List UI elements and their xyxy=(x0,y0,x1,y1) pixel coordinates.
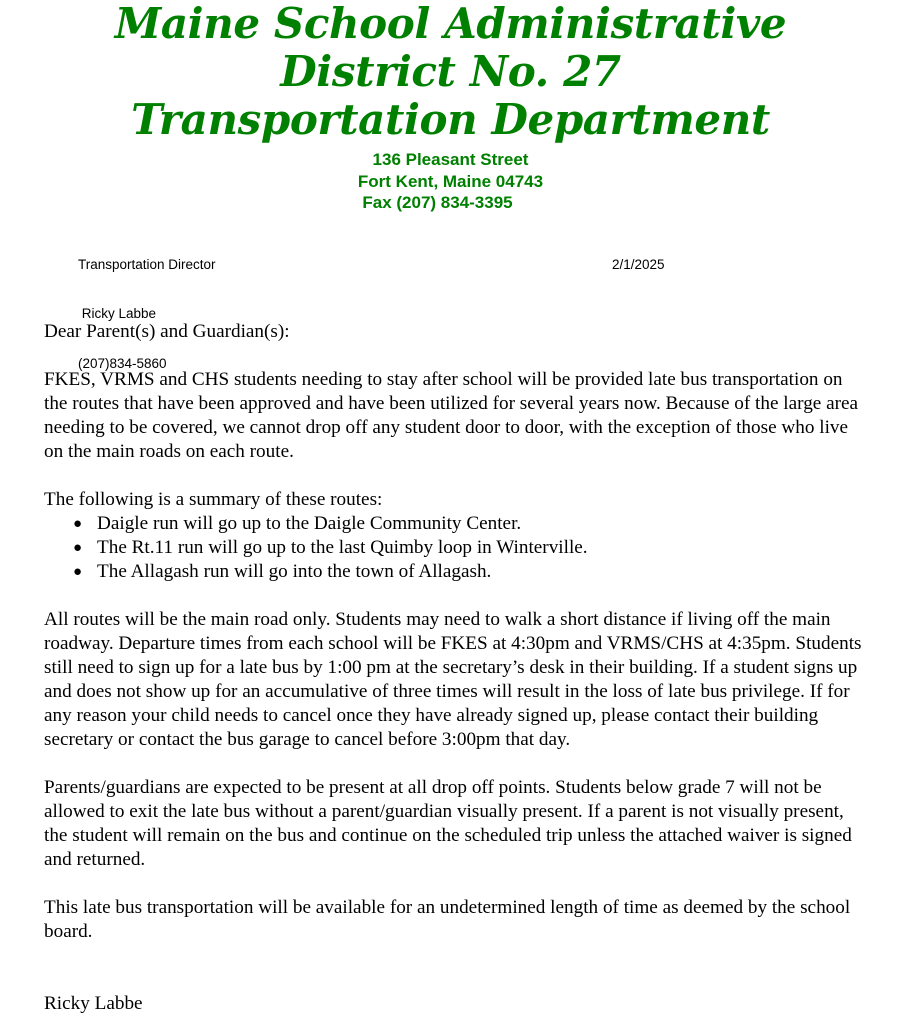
list-item xyxy=(44,536,865,560)
list-item xyxy=(44,512,865,536)
paragraph-guardian-policy: Parents/guardians are expected to be present at all drop off points. Students below grade 7 will not be allowed to exit the late bus without a parent/guardian visually present. If a parent is not visually present, the student will remain on the bus and continue on the scheduled trip unless the attached waiver is signed and returned. xyxy=(44,776,852,870)
paragraph-intro: FKES, VRMS and CHS students needing to stay after school will be provided late bus transportation on the routes that have been approved and have been utilized for several years now. Because of the large area needing to be covered, we cannot drop off any student door to door, with the exception of those who live on the main roads on each route. xyxy=(44,368,859,462)
address-street: 136 Pleasant Street xyxy=(372,150,529,169)
address-fax: Fax (207) 834-3395 xyxy=(362,193,513,212)
signature-name: Ricky Labbe xyxy=(44,992,143,1014)
director-role: Transportation Director xyxy=(78,256,216,272)
route-list xyxy=(44,512,865,584)
organization-title-line-1: Maine School Administrative District No. 27 xyxy=(114,0,787,96)
list-item-label: The Allagash run will go into the town of Allagash. xyxy=(97,560,492,582)
letter-body xyxy=(0,320,901,1016)
organization-title-line-2: Transportation Department xyxy=(131,95,770,144)
director-phone: (207)834-5860 xyxy=(78,355,167,371)
director-name: Ricky Labbe xyxy=(78,306,157,321)
director-contact-block xyxy=(78,224,216,406)
bullet-icon: ● xyxy=(73,563,83,580)
bullet-icon: ● xyxy=(73,539,83,556)
address-block xyxy=(0,149,901,214)
salutation: Dear Parent(s) and Guardian(s): xyxy=(44,320,290,342)
route-list-intro: The following is a summary of these routes: xyxy=(44,488,383,510)
letter-date: 2/1/2025 xyxy=(612,256,665,272)
address-city-state-zip: Fort Kent, Maine 04743 xyxy=(357,171,544,191)
letterhead xyxy=(0,0,901,214)
paragraph-closing: This late bus transportation will be available for an undetermined length of time as deemed by the school board. xyxy=(44,896,851,942)
bullet-icon: ● xyxy=(73,515,83,532)
list-item-label: The Rt.11 run will go up to the last Quimby loop in Winterville. xyxy=(97,536,588,558)
list-item xyxy=(44,560,865,584)
list-item-label: Daigle run will go up to the Daigle Community Center. xyxy=(97,512,522,534)
paragraph-routes-details: All routes will be the main road only. Students may need to walk a short distance if living off the main roadway. Departure times from each school will be FKES at 4:30pm and VRMS/CHS at 4:35pm. Students still need to sign up for a late bus by 1:00 pm at the secretary’s desk in their building. If a student signs up and does not show up for an accumulative of three times will result in the loss of late bus privilege. If for any reason your child needs to cancel once they have already signed up, please contact their building secretary or contact the bus garage to cancel before 3:00pm that day. xyxy=(44,608,862,750)
organization-title xyxy=(0,0,901,144)
